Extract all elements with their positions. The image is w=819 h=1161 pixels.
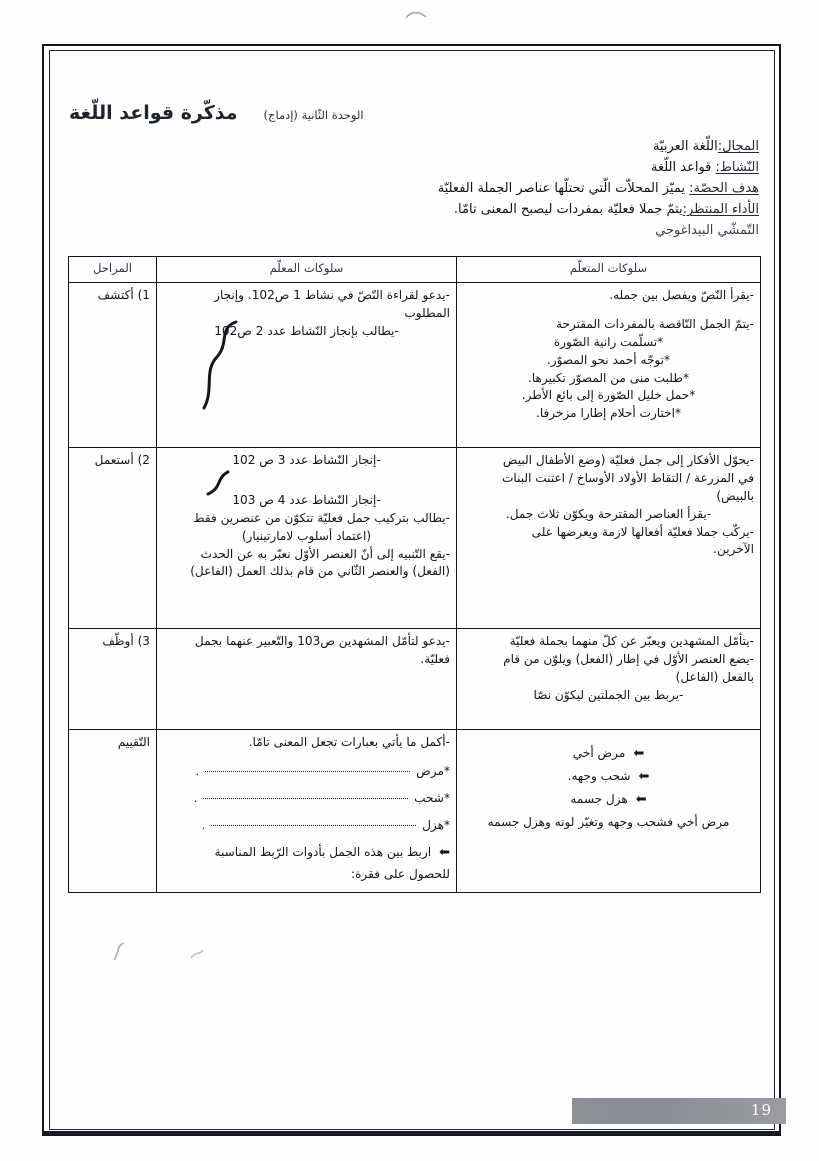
spacer [163,752,450,763]
spacer [163,470,450,481]
column-header-teacher: سلوكات المعلّم [157,257,457,283]
cell-stage-use: 2) أستعمل [69,448,157,629]
learner-example: *طلبت منى من المصوّر تكبيرها. [527,370,689,385]
assessment-blank-row [163,790,450,808]
assessment-closing-line: اربط بين هذه الجمل بأدوات الرّبط المناسبة [214,844,432,859]
meta-field-label: المجال: [717,139,759,154]
learner-line: بالفعل (الفاعل) [675,669,754,684]
meta-expected [69,199,759,220]
assessment-closing-line: للحصول على فقرة: [351,867,450,882]
table-row [69,730,761,893]
learner-line: بالبيض) [716,488,754,503]
assessment-dotted-line [203,798,408,799]
meta-expected-value: يتمّ جملا فعليّة بمفردات ليصبح المعنى تامّا. [453,202,683,218]
meta-objective [69,178,759,199]
sheet-content [55,56,769,1124]
assessment-period: . [193,791,198,805]
arrow-left-icon: ⬅ [633,746,645,762]
learner-example: *اختارت أحلام إطارا مزخرفا. [536,406,681,421]
lesson-plan-table-wrap [69,256,761,893]
table-row [69,629,761,730]
learner-line: الآخرين. [713,542,754,557]
cell-teacher-discover [157,283,457,448]
cell-learner-employ [457,629,761,730]
cell-teacher-assessment [157,730,457,893]
learner-line: -يركّب جملا فعليّة أفعالها لازمة ويعرضها على [531,524,754,539]
cell-teacher-use [157,448,457,629]
learner-line: -يربط بين الجملتين ليكوّن نصّا [533,687,684,702]
assessment-period: . [195,764,200,778]
meta-activity-value: قواعد اللّغة [651,160,712,176]
cell-stage-discover: 1) أكتشف [69,283,157,448]
assessment-closing-row [163,844,450,862]
learner-line: -يتمّ الجمل النّاقصة بالمفردات المقترحة [555,316,754,331]
learner-line: -يقرأ النّصّ ويفصل بين جمله. [609,288,754,302]
learner-example: *توجّه أحمد نحو المصوّر. [546,352,671,367]
teacher-line: -إنجاز النّشاط عدد 4 ص 103 [232,492,381,507]
teacher-line: -يطالب بتركيب جمل فعليّة تتكوّن من عنصرين فقط [193,510,450,525]
meta-expected-label: الأداء المنتظر: [682,202,759,218]
assessment-dotted-line [205,771,410,772]
learner-example: *حمل خليل الصّورة إلى بائع الأطر. [521,388,696,403]
teacher-line: (الفعل) والعنصر الثّاني من قام بذلك العمل (الفاعل) [190,564,450,579]
meta-field-value: اللّغة العربيّة [652,139,718,154]
assessment-blank-row [163,817,450,835]
title-row [69,102,759,124]
learner-line: -يتأمّل المشهدين ويعبّر عن كلّ منهما بجملة فعليّة [509,634,754,648]
meta-objective-label: هدف الحصّة: [689,181,759,197]
teacher-line: -يدعو لقراءة النّصّ في نشاط 1 ص102. وإنجاز [214,288,450,302]
teacher-line: -يطالب بإنجاز النّشاط عدد 2 ص102 [214,323,399,338]
teacher-line: المطلوب [404,305,450,320]
column-header-learner: سلوكات المتعلّم [457,257,761,283]
spacer [163,481,450,492]
footer-rule [44,1131,781,1134]
column-header-stages: المراحل [69,257,157,283]
teacher-line: -يقع التّنبيه إلى أنّ العنصر الأوّل نعبّر به عن الحدث [200,546,450,561]
cell-teacher-employ [157,629,457,730]
scan-speck-icon [404,8,430,24]
teacher-line: فعليّة. [420,651,450,666]
assessment-blank-row [163,763,450,781]
learner-line: -يحوّل الأفكار إلى جمل فعليّة (وضع الأطفال البيض [502,453,754,467]
arrow-left-icon: ⬅ [638,769,650,785]
meta-activity [69,157,759,178]
meta-activity-label: النّشاط: [715,160,759,176]
page-title: مذكّرة قواعد اللّغة [69,102,238,124]
cell-stage-assessment: التّقييم [69,730,157,893]
unit-label: الوحدة الثّانية (إدماج) [263,108,364,122]
meta-objective-value: يميّز المحلاّت الّتي تحتلّها عناصر الجملة الفعليّة [437,181,685,197]
learner-final-sentence: مرض أخي فشحب وجهه وتغيّر لونه وهزل جسمه [487,814,730,829]
learner-answer: شحب وجهه. [567,768,631,783]
table-row [69,283,761,448]
learner-line: في المزرعة / التقاط الأولاد الأوساخ / اعتنت البنات [502,470,754,485]
teacher-line: -إنجاز النّشاط عدد 3 ص 102 [232,453,381,467]
cell-stage-employ: 3) أوظّف [69,629,157,730]
learner-answer: هزل جسمه [570,791,628,806]
table-row [69,448,761,629]
lesson-plan-table [68,256,761,893]
teacher-line: -يدعو لتأمّل المشهدين ص103 والتّعبير عنهما بجمل [194,634,450,648]
learner-answer: مرض أخي [572,746,626,760]
assessment-instruction: -أكمل ما يأتي بعبارات تجعل المعنى تامّا. [248,735,450,749]
page-number: 19 [750,1101,772,1119]
teacher-line: (اعتماد أسلوب لامارتينيار) [241,528,372,543]
cell-learner-use [457,448,761,629]
learner-answer-row [463,768,754,786]
learner-line: -يقرأ العناصر المقترحة ويكوّن ثلاث جمل. [505,506,712,521]
cell-learner-assessment [457,730,761,893]
assessment-blank-word: *مرض [416,763,450,778]
lesson-meta [69,136,759,241]
learner-line: -يضع العنصر الأوّل في إطار (الفعل) ويلوّن من قام [503,651,754,666]
assessment-blank-word: *شحب [414,790,450,805]
assessment-blank-word: *هزل [422,817,450,832]
table-header-row [69,257,761,283]
document-header [69,102,759,241]
assessment-period: . [201,818,206,832]
arrow-left-icon: ⬅ [439,845,450,860]
learner-answer-row [463,791,754,809]
assessment-dotted-line [211,825,416,826]
learner-example: *تسلّمت رانية الصّورة [553,334,664,349]
meta-field [69,136,759,157]
meta-approach: التّمشّي البيداغوجي [655,223,759,239]
page-number-band [572,1098,786,1124]
learner-answer-row [463,745,754,763]
spacer [463,734,754,745]
arrow-left-icon: ⬅ [635,792,647,808]
spacer [463,305,754,316]
cell-learner-discover [457,283,761,448]
